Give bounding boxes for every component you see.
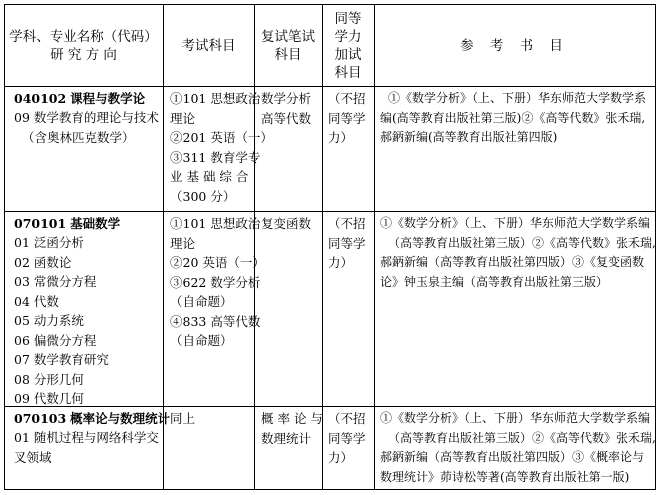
- direction-item: 叉领域: [14, 449, 52, 465]
- retest-item: 复变函数: [261, 216, 312, 231]
- book-list: [380, 214, 656, 292]
- direction-item: 08 分形几何: [14, 371, 84, 387]
- direction-item: 06 偏微分方程: [14, 332, 97, 348]
- header-books: 参 考 书 目: [460, 38, 569, 54]
- exam-item: ①101 思想政治: [170, 91, 261, 106]
- exam-item: 理论: [170, 235, 196, 251]
- table-border-left: [4, 4, 5, 490]
- book-line: （高等教育出版社第三版）②《高等代数》张禾瑞,: [388, 430, 656, 445]
- header-retest: [254, 28, 322, 64]
- book-line: 编(高等教育出版社第三版)②《高等代数》张禾瑞,: [380, 110, 646, 125]
- header-extra-line1: 同等: [334, 11, 362, 27]
- direction-item: 02 函数论: [14, 254, 72, 270]
- exam-item: 同上: [170, 411, 196, 426]
- major-title: [14, 409, 170, 429]
- book-line: 论》钟玉泉主编（高等教育出版社第三版）: [380, 274, 609, 289]
- book-line: （高等教育出版社第三版）②《高等代数》张禾瑞,: [388, 235, 656, 250]
- direction-item: 01 随机过程与网络科学交: [14, 430, 159, 445]
- retest-item: 概 率 论 与: [261, 411, 323, 426]
- exam-item: ④833 高等代数: [170, 313, 261, 329]
- exam-list: [170, 214, 265, 351]
- extra-note-line: 同等学: [328, 235, 366, 251]
- retest-item: 高等代数: [261, 110, 312, 126]
- direction-list: [14, 428, 159, 467]
- exam-item: 理论: [170, 110, 196, 126]
- exam-item: （自命题）: [170, 333, 233, 348]
- direction-item: 03 常微分方程: [14, 274, 97, 289]
- major-title: [14, 89, 145, 109]
- direction-item: 07 数学教育研究: [14, 352, 109, 367]
- major-code: 070101: [14, 216, 67, 231]
- major-code: 070103: [14, 411, 67, 426]
- extra-note: [328, 89, 366, 148]
- exam-item: ③311 教育学专: [170, 149, 261, 165]
- retest-list: [261, 409, 323, 448]
- column-divider: [374, 4, 375, 490]
- header-extra: [322, 10, 374, 82]
- header-major-line1: 学科、专业名称（代码）: [9, 29, 158, 45]
- exam-item: ②201 英语（一）: [170, 130, 273, 145]
- exam-item: ①101 思想政治: [170, 216, 261, 231]
- direction-item: （含奥林匹克数学）: [22, 129, 135, 145]
- exam-item: 业 基 础 综 合: [170, 169, 249, 184]
- table-border-bottom: [4, 489, 656, 490]
- book-line: ①《数学分析》（上、下册）华东师范大学数学系编: [380, 411, 651, 425]
- extra-note-line: 同等学: [328, 110, 366, 126]
- header-retest-line1: 复试笔试: [261, 29, 315, 45]
- book-line: 郝鈵新编(高等教育出版社第四版): [380, 130, 558, 144]
- major-name: 概率论与数理统计: [70, 411, 171, 426]
- book-line: 数理统计》茆诗松等著(高等教育出版社第一版): [380, 469, 630, 484]
- major-title: [14, 214, 120, 234]
- extra-note-line: 力）: [328, 130, 354, 145]
- direction-list: [14, 233, 109, 409]
- extra-note-line: 力）: [328, 255, 354, 270]
- book-line: 郝鈵新编（高等教育出版社第四版）③《复变函数: [380, 255, 645, 269]
- exam-item: ②20 英语（一）: [170, 255, 265, 270]
- header-divider: [4, 86, 656, 87]
- direction-list: [14, 108, 159, 147]
- retest-list: [261, 214, 311, 234]
- exam-item: （自命题）: [170, 294, 233, 309]
- exam-item: （300 分）: [170, 188, 236, 204]
- extra-note-line: （不招: [328, 216, 366, 231]
- retest-item: 数学分析: [261, 91, 312, 106]
- extra-note-line: 力）: [328, 450, 354, 465]
- direction-item: 05 动力系统: [14, 313, 84, 328]
- retest-item: 数理统计: [261, 430, 312, 446]
- book-list: [380, 89, 646, 148]
- header-extra-line2: 学力: [334, 29, 362, 45]
- major-name: 课程与教学论: [70, 91, 146, 106]
- major-code: 040102: [14, 91, 67, 106]
- book-list: [380, 409, 656, 487]
- direction-item: 01 泛函分析: [14, 235, 84, 250]
- header-exam: 考试科目: [181, 38, 236, 54]
- book-line: ①《数学分析》（上、下册）华东师范大学数学系编: [380, 216, 651, 230]
- extra-note: [328, 214, 366, 273]
- book-line: ①《数学分析》（上、下册）华东师范大学数学系: [388, 91, 647, 105]
- extra-note-line: 同等学: [328, 430, 366, 446]
- header-retest-line2: 科目: [274, 47, 302, 63]
- header-extra-line4: 科目: [334, 65, 362, 81]
- extra-note: [328, 409, 366, 468]
- exam-list: [170, 409, 195, 429]
- direction-item: 09 数学教育的理论与技术: [14, 110, 159, 125]
- exam-list: [170, 89, 273, 206]
- direction-item: 04 代数: [14, 293, 59, 309]
- retest-list: [261, 89, 311, 128]
- book-line: 郝鈵新编（高等教育出版社第四版）③《概率论与: [380, 450, 645, 464]
- extra-note-line: （不招: [328, 411, 366, 426]
- exam-item: ③622 数学分析: [170, 274, 261, 290]
- header-major-line2: 研 究 方 向: [50, 47, 117, 63]
- header-extra-line3: 加试: [334, 47, 362, 63]
- extra-note-line: （不招: [328, 91, 366, 106]
- major-name: 基础数学: [70, 216, 121, 231]
- table-border-top: [4, 4, 656, 5]
- direction-item: 09 代数几何: [14, 391, 84, 406]
- header-major: [4, 28, 163, 64]
- row-divider: [4, 211, 656, 212]
